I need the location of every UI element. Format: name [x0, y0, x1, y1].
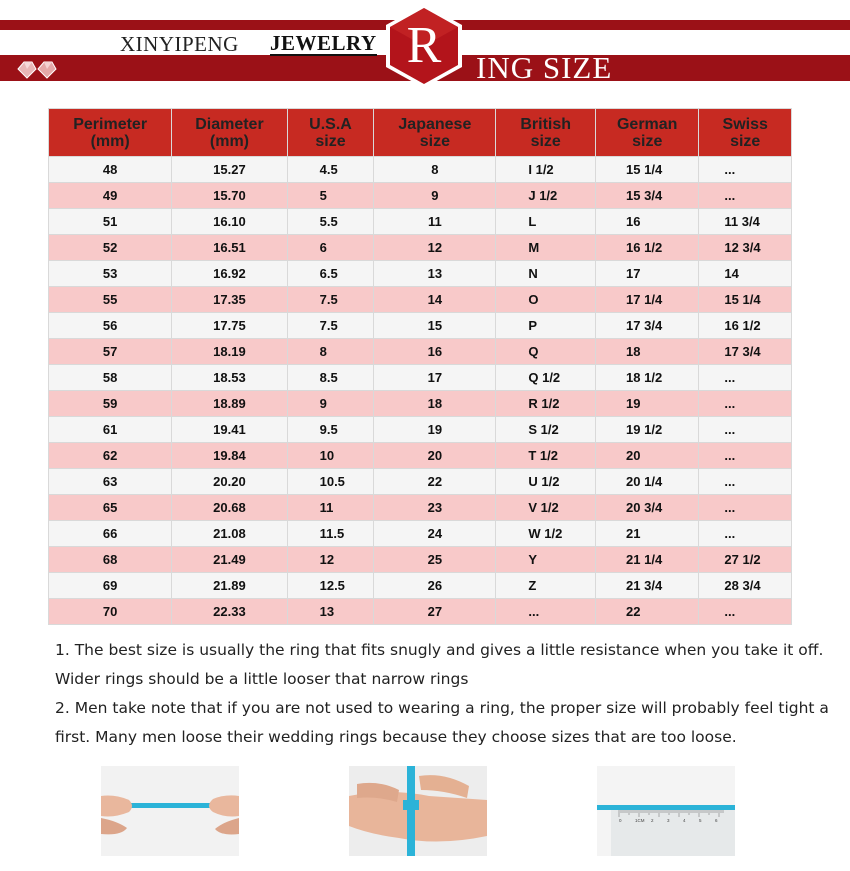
japanese-size-cell: 26: [374, 573, 496, 599]
japanese-size-cell: 20: [374, 443, 496, 469]
table-row: [49, 313, 792, 339]
usa-size-cell: 6.5: [287, 261, 374, 287]
usa-size-cell: 13: [287, 599, 374, 625]
table-row: [49, 339, 792, 365]
japanese-size-cell: 23: [374, 495, 496, 521]
british-size-cell: Y: [496, 547, 596, 573]
ruler-label: 0: [619, 818, 622, 823]
japanese-size-cell: 19: [374, 417, 496, 443]
brand-name: XINYIPENG: [120, 32, 239, 56]
column-header-line: Japanese: [398, 115, 472, 133]
usa-size-cell: 4.5: [287, 157, 374, 183]
table-row: [49, 521, 792, 547]
usa-size-cell: 9.5: [287, 417, 374, 443]
german-size-cell: 21 1/4: [596, 547, 699, 573]
perimeter-cell: 48: [49, 157, 172, 183]
german-size-cell: 16 1/2: [596, 235, 699, 261]
column-header-line: Swiss: [722, 115, 768, 133]
column-header: [287, 109, 374, 157]
japanese-size-cell: 22: [374, 469, 496, 495]
british-size-cell: Q 1/2: [496, 365, 596, 391]
diameter-cell: 19.84: [172, 443, 287, 469]
diameter-cell: 20.68: [172, 495, 287, 521]
german-size-cell: 20 3/4: [596, 495, 699, 521]
diameter-cell: 16.51: [172, 235, 287, 261]
table-row: [49, 209, 792, 235]
ring-logo-icon: [384, 2, 464, 90]
usa-size-cell: 7.5: [287, 313, 374, 339]
swiss-size-cell: ...: [699, 521, 792, 547]
column-header-line: U.S.A: [309, 115, 352, 133]
german-size-cell: 18: [596, 339, 699, 365]
perimeter-cell: 68: [49, 547, 172, 573]
german-size-cell: 21 3/4: [596, 573, 699, 599]
column-header-line: British: [520, 115, 572, 133]
swiss-size-cell: ...: [699, 417, 792, 443]
japanese-size-cell: 24: [374, 521, 496, 547]
german-size-cell: 17 1/4: [596, 287, 699, 313]
table-row: [49, 573, 792, 599]
usa-size-cell: 11.5: [287, 521, 374, 547]
logo-letter: R: [406, 17, 442, 74]
perimeter-cell: 59: [49, 391, 172, 417]
diameter-cell: 21.49: [172, 547, 287, 573]
british-size-cell: R 1/2: [496, 391, 596, 417]
british-size-cell: L: [496, 209, 596, 235]
column-header-unit: size: [419, 132, 450, 150]
usa-size-cell: 12.5: [287, 573, 374, 599]
swiss-size-cell: 11 3/4: [699, 209, 792, 235]
british-size-cell: T 1/2: [496, 443, 596, 469]
japanese-size-cell: 17: [374, 365, 496, 391]
british-size-cell: M: [496, 235, 596, 261]
diameter-cell: 16.10: [172, 209, 287, 235]
table-row: [49, 365, 792, 391]
british-size-cell: O: [496, 287, 596, 313]
perimeter-cell: 62: [49, 443, 172, 469]
german-size-cell: 17 3/4: [596, 313, 699, 339]
swiss-size-cell: ...: [699, 365, 792, 391]
strip-around-finger-icon: [349, 766, 487, 856]
british-size-cell: P: [496, 313, 596, 339]
japanese-size-cell: 14: [374, 287, 496, 313]
column-header-unit: (mm): [90, 132, 130, 150]
column-header-line: Perimeter: [73, 115, 148, 133]
table-row: [49, 547, 792, 573]
perimeter-cell: 69: [49, 573, 172, 599]
german-size-cell: 18 1/2: [596, 365, 699, 391]
british-size-cell: S 1/2: [496, 417, 596, 443]
japanese-size-cell: 12: [374, 235, 496, 261]
ruler-label: 5: [699, 818, 702, 823]
table-header-row: [49, 109, 792, 157]
swiss-size-cell: 14: [699, 261, 792, 287]
diameter-cell: 18.89: [172, 391, 287, 417]
german-size-cell: 19 1/2: [596, 417, 699, 443]
usa-size-cell: 10.5: [287, 469, 374, 495]
usa-size-cell: 9: [287, 391, 374, 417]
diameter-cell: 15.27: [172, 157, 287, 183]
japanese-size-cell: 27: [374, 599, 496, 625]
table-row: [49, 469, 792, 495]
note-line: 2. Men take note that if you are not used to wearing a ring, the proper size will probably feel tight a: [55, 699, 829, 717]
british-size-cell: I 1/2: [496, 157, 596, 183]
strip-on-ruler-icon: [597, 766, 735, 856]
german-size-cell: 15 1/4: [596, 157, 699, 183]
perimeter-cell: 63: [49, 469, 172, 495]
perimeter-cell: 70: [49, 599, 172, 625]
german-size-cell: 22: [596, 599, 699, 625]
column-header-unit: size: [730, 132, 761, 150]
british-size-cell: U 1/2: [496, 469, 596, 495]
ruler-label: 1CM: [635, 818, 645, 823]
diameter-cell: 21.89: [172, 573, 287, 599]
german-size-cell: 21: [596, 521, 699, 547]
british-size-cell: Z: [496, 573, 596, 599]
british-size-cell: V 1/2: [496, 495, 596, 521]
japanese-size-cell: 18: [374, 391, 496, 417]
japanese-size-cell: 11: [374, 209, 496, 235]
usa-size-cell: 7.5: [287, 287, 374, 313]
perimeter-cell: 53: [49, 261, 172, 287]
diameter-cell: 18.53: [172, 365, 287, 391]
table-row: [49, 287, 792, 313]
german-size-cell: 15 3/4: [596, 183, 699, 209]
swiss-size-cell: ...: [699, 183, 792, 209]
column-header: [172, 109, 287, 157]
usa-size-cell: 11: [287, 495, 374, 521]
swiss-size-cell: ...: [699, 599, 792, 625]
swiss-size-cell: ...: [699, 443, 792, 469]
photo-hands-holding-strip: [101, 766, 239, 856]
perimeter-cell: 65: [49, 495, 172, 521]
table-row: [49, 235, 792, 261]
japanese-size-cell: 16: [374, 339, 496, 365]
table-row: [49, 495, 792, 521]
table-body: [49, 157, 792, 625]
british-size-cell: W 1/2: [496, 521, 596, 547]
table-row: [49, 183, 792, 209]
page-title: ING SIZE: [476, 50, 613, 85]
perimeter-cell: 58: [49, 365, 172, 391]
note-line: 1. The best size is usually the ring that fits snugly and gives a little resistance when you take it off.: [55, 641, 824, 659]
german-size-cell: 20: [596, 443, 699, 469]
swiss-size-cell: 15 1/4: [699, 287, 792, 313]
diameter-cell: 22.33: [172, 599, 287, 625]
german-size-cell: 16: [596, 209, 699, 235]
table-row: [49, 391, 792, 417]
perimeter-cell: 61: [49, 417, 172, 443]
british-size-cell: ...: [496, 599, 596, 625]
ruler-label: 2: [651, 818, 654, 823]
japanese-size-cell: 15: [374, 313, 496, 339]
perimeter-cell: 66: [49, 521, 172, 547]
diameter-cell: 16.92: [172, 261, 287, 287]
british-size-cell: J 1/2: [496, 183, 596, 209]
swiss-size-cell: 17 3/4: [699, 339, 792, 365]
swiss-size-cell: 12 3/4: [699, 235, 792, 261]
usa-size-cell: 10: [287, 443, 374, 469]
sizing-notes: [55, 636, 835, 752]
photo-strip-on-ruler: [597, 766, 735, 856]
swiss-size-cell: ...: [699, 469, 792, 495]
usa-size-cell: 5.5: [287, 209, 374, 235]
swiss-size-cell: 28 3/4: [699, 573, 792, 599]
perimeter-cell: 52: [49, 235, 172, 261]
table-row: [49, 417, 792, 443]
german-size-cell: 20 1/4: [596, 469, 699, 495]
usa-size-cell: 5: [287, 183, 374, 209]
swiss-size-cell: ...: [699, 157, 792, 183]
swiss-size-cell: 27 1/2: [699, 547, 792, 573]
diameter-cell: 17.35: [172, 287, 287, 313]
column-header: [596, 109, 699, 157]
table-row: [49, 157, 792, 183]
japanese-size-cell: 13: [374, 261, 496, 287]
note-line: Wider rings should be a little looser that narrow rings: [55, 670, 469, 688]
hands-holding-strip-icon: [101, 766, 239, 856]
ruler-label: 3: [667, 818, 670, 823]
british-size-cell: N: [496, 261, 596, 287]
diameter-cell: 17.75: [172, 313, 287, 339]
column-header: [374, 109, 496, 157]
diameter-cell: 20.20: [172, 469, 287, 495]
usa-size-cell: 8.5: [287, 365, 374, 391]
perimeter-cell: 51: [49, 209, 172, 235]
note-line: first. Many men loose their wedding rings because they choose sizes that are too loose.: [55, 728, 737, 746]
table-row: [49, 599, 792, 625]
column-header-unit: size: [530, 132, 561, 150]
japanese-size-cell: 8: [374, 157, 496, 183]
perimeter-cell: 55: [49, 287, 172, 313]
usa-size-cell: 6: [287, 235, 374, 261]
diameter-cell: 18.19: [172, 339, 287, 365]
ruler-label: 6: [715, 818, 718, 823]
perimeter-cell: 49: [49, 183, 172, 209]
japanese-size-cell: 25: [374, 547, 496, 573]
ruler-label: 4: [683, 818, 686, 823]
perimeter-cell: 57: [49, 339, 172, 365]
diameter-cell: 19.41: [172, 417, 287, 443]
german-size-cell: 19: [596, 391, 699, 417]
diameter-cell: 15.70: [172, 183, 287, 209]
diameter-cell: 21.08: [172, 521, 287, 547]
column-header-unit: (mm): [209, 132, 249, 150]
column-header-unit: size: [632, 132, 663, 150]
british-size-cell: Q: [496, 339, 596, 365]
table-row: [49, 443, 792, 469]
german-size-cell: 17: [596, 261, 699, 287]
ring-size-table: [48, 108, 792, 625]
photo-strip-around-finger: [349, 766, 487, 856]
column-header: [496, 109, 596, 157]
column-header: [49, 109, 172, 157]
perimeter-cell: 56: [49, 313, 172, 339]
brand-jewelry: JEWELRY: [270, 31, 377, 55]
column-header-unit: size: [315, 132, 346, 150]
usa-size-cell: 12: [287, 547, 374, 573]
gem-icon: [16, 58, 58, 80]
swiss-size-cell: 16 1/2: [699, 313, 792, 339]
column-header-line: Diameter: [195, 115, 264, 133]
swiss-size-cell: ...: [699, 495, 792, 521]
table-row: [49, 261, 792, 287]
japanese-size-cell: 9: [374, 183, 496, 209]
column-header-line: German: [616, 115, 678, 133]
usa-size-cell: 8: [287, 339, 374, 365]
column-header: [699, 109, 792, 157]
swiss-size-cell: ...: [699, 391, 792, 417]
